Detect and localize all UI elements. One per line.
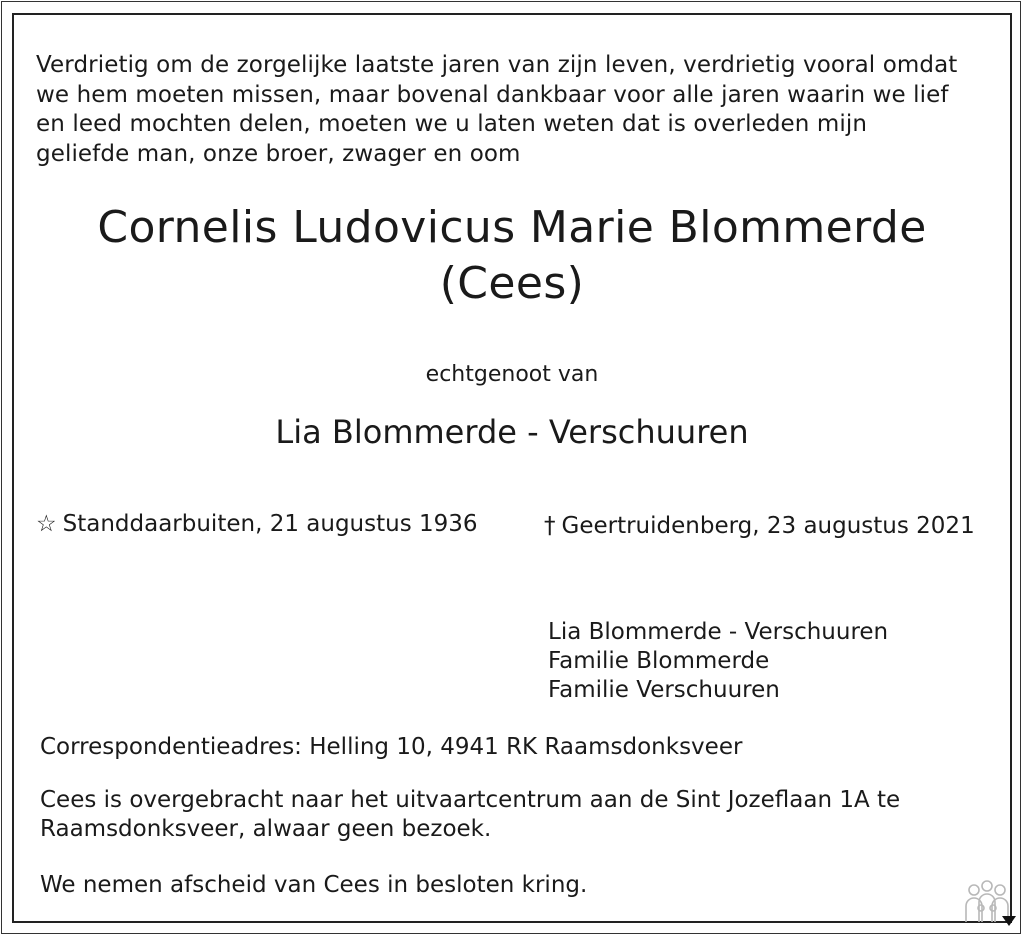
transfer-line: Cees is overgebracht naar het uitvaartcentrum aan de Sint Jozeflaan 1A te: [40, 787, 901, 813]
spouse-name: Lia Blommerde - Verschuuren: [275, 413, 749, 451]
intro-line: we hem moeten missen, maar bovenal dankbaar voor alle jaren waarin we lief: [36, 81, 949, 108]
signer-item: Familie Verschuuren: [548, 677, 780, 703]
correspondence-address: Correspondentieadres: Helling 10, 4941 RK Raamsdonksveer: [40, 734, 743, 760]
intro-line: geliefde man, onze broer, zwager en oom: [36, 140, 521, 167]
death-text: Geertruidenberg, 23 augustus 2021: [561, 513, 975, 539]
transfer-line: Raamsdonksveer, alwaar geen bezoek.: [40, 816, 492, 842]
spouse-intro: echtgenoot van: [425, 362, 599, 387]
signer-item: Familie Blommerde: [548, 648, 770, 674]
cross-icon: †: [544, 513, 556, 539]
deceased-full-name: Cornelis Ludovicus Marie Blommerde: [97, 202, 927, 253]
transfer-paragraph: [40, 786, 900, 844]
arrow-down-icon[interactable]: [1000, 914, 1018, 928]
birth-info: [36, 511, 478, 537]
deceased-name: [0, 200, 1024, 312]
star-icon: ☆: [36, 511, 57, 537]
birth-text: Standdaarbuiten, 21 augustus 1936: [62, 511, 478, 537]
farewell-text: We nemen afscheid van Cees in besloten kring.: [40, 872, 588, 898]
intro-line: en leed mochten delen, moeten we u laten weten dat is overleden mijn: [36, 111, 868, 137]
intro-line: Verdrietig om de zorgelijke laatste jaren van zijn leven, verdrietig vooral omdat: [36, 52, 958, 78]
signers-list: [548, 618, 888, 705]
death-info: [544, 513, 975, 539]
deceased-nickname: (Cees): [439, 258, 585, 309]
intro-paragraph: [36, 51, 996, 169]
signer-item: Lia Blommerde - Verschuuren: [548, 619, 889, 645]
